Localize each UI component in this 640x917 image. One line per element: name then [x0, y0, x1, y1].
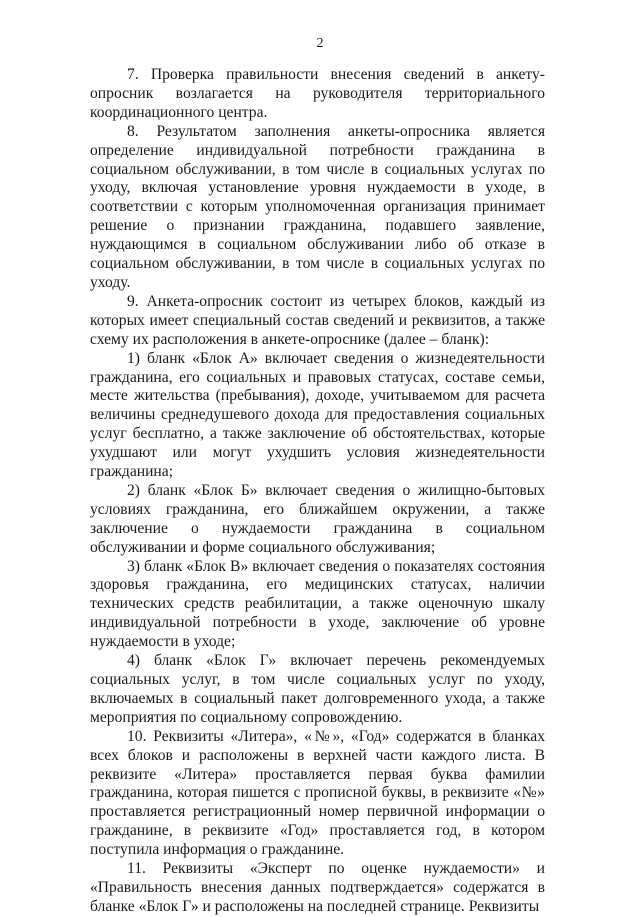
- paragraph-item-11: 11. Реквизиты «Эксперт по оценке нуждаемости» и «Правильность внесения данных подтверждается» содержатся в бланке «Блок Г» и расположены на последней странице. Реквизиты: [90, 860, 545, 915]
- paragraph-item-8: 8. Результатом заполнения анкеты-опросника является определение индивидуальной потребности гражданина в социальном обслуживании, в том числе в социальных услугах по уходу, включая установление уровня нуждаемости в уходе, в соответствии с которым уполномоченная организация принимает решение о признании гражданина, подавшего заявление, нуждающимся в социальном обслуживании либо об отказе в социальном обслуживании, в том числе в социальных услугах по уходу.: [90, 122, 545, 291]
- paragraph-subitem-1-block-a: 1) бланк «Блок А» включает сведения о жизнедеятельности гражданина, его социальных и правовых статусах, составе семьи, месте жительства (пребывания), доходе, учитываемом для расчета величины среднедушевого дохода для предоставления социальных услуг бесплатно, а также заключение об обстоятельствах, которые ухудшают или могут ухудшить условия жизнедеятельности гражданина;: [90, 349, 545, 481]
- paragraph-item-10: 10. Реквизиты «Литера», «№», «Год» содержатся в бланках всех блоков и расположены в верхней части каждого листа. В реквизите «Литера» проставляется первая буква фамилии гражданина, которая пишется с прописной буквы, в реквизите «№» проставляется регистрационный номер первичной информации о гражданине, в реквизите «Год» проставляется год, в котором поступила информация о гражданине.: [90, 727, 545, 859]
- paragraph-item-7: 7. Проверка правильности внесения сведений в анкету-опросник возлагается на руководителя территориального координационного центра.: [90, 66, 545, 121]
- paragraph-subitem-3-block-v: 3) бланк «Блок В» включает сведения о показателях состояния здоровья гражданина, его медицинских статусах, наличии технических средств реабилитации, а также оценочную шкалу индивидуальной потребности в уходе, заключение об уровне нуждаемости в уходе;: [90, 557, 545, 651]
- paragraph-item-9: 9. Анкета-опросник состоит из четырех блоков, каждый из которых имеет специальный состав сведений и реквизитов, а также схему их расположения в анкете-опроснике (далее – бланк):: [90, 292, 545, 348]
- document-body: [90, 66, 545, 917]
- page-number: 2: [316, 36, 324, 51]
- paragraph-subitem-4-block-g: 4) бланк «Блок Г» включает перечень рекомендуемых социальных услуг, в том числе социальных услуг по уходу, включаемых в социальный пакет долговременного ухода, а также мероприятия по социальному сопровождению.: [90, 652, 545, 726]
- paragraph-subitem-2-block-b: 2) бланк «Блок Б» включает сведения о жилищно-бытовых условиях гражданина, его ближайшем окружении, а также заключение о нуждаемости гражданина в социальном обслуживании и форме социального обслуживания;: [90, 481, 545, 556]
